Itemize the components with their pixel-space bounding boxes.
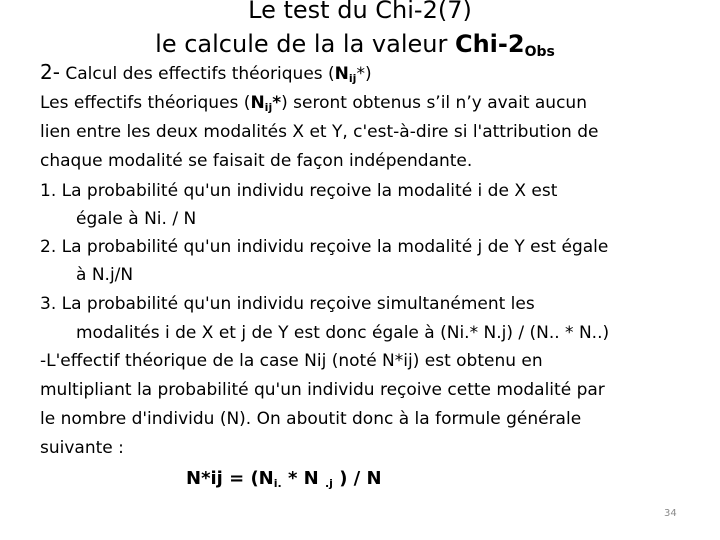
title-chi2-sub: Obs [524,44,555,60]
list-number: 3. [40,294,57,314]
conclusion-line-2: multipliant la probabilité qu'un individu reçoive cette modalité par [40,380,605,400]
formula-end: ) / N [332,468,382,489]
list-text: La probabilité qu'un individu reçoive simultanément les [61,294,535,314]
title-line2-prefix: le calcule de la la valeur [155,30,455,58]
formula-mid: * N [281,468,325,489]
page-number: 34 [664,508,677,519]
formula-lhs: N*ij = [186,468,251,489]
section-heading-n: N [334,64,349,84]
list-text: La probabilité qu'un individu reçoive la modalité j de Y est égale [61,237,609,257]
title-chi2: Chi-2 [454,30,525,58]
p1-prefix: Les effectifs théoriques ( [40,93,251,113]
list-item-2-cont: à N.j/N [76,265,134,285]
conclusion-line-3: le nombre d'individu (N). On aboutit donc à la formule générale [40,409,582,429]
p1-suffix: ) seront obtenus s’il n’y avait aucun [281,93,587,113]
section-heading [40,60,372,91]
formula [186,466,382,497]
paragraph-line-2: lien entre les deux modalités X et Y, c'est-à-dire si l'attribution de [40,122,599,142]
list-number: 1. [40,181,57,201]
list-text: La probabilité qu'un individu reçoive la modalité i de X est [61,181,558,201]
p1-bold-n: N [250,93,265,113]
list-item-1-cont: égale à Ni. / N [76,209,197,229]
conclusion-line-4: suivante : [40,438,124,458]
formula-sub-j: .j [324,477,333,490]
formula-p1: (N [250,468,274,489]
list-item-2 [40,234,608,260]
section-number: 2- [40,60,60,84]
conclusion-line-1: -L'effectif théorique de la case Nij (noté N*ij) est obtenu en [40,351,543,371]
list-number: 2. [40,237,57,257]
list-item-3 [40,291,535,317]
paragraph-line-3: chaque modalité se faisait de façon indépendante. [40,151,473,171]
p1-star: * [272,93,282,113]
section-heading-suffix: *) [356,64,372,84]
section-heading-text: Calcul des effectifs théoriques ( [59,64,335,84]
list-item-3-cont: modalités i de X et j de Y est donc égale à (Ni.* N.j) / (N.. * N..) [76,323,610,343]
paragraph-line-1 [40,90,587,121]
p1-sub: ij [264,101,273,114]
list-item-1 [40,178,557,204]
formula-sub-i: i. [273,477,282,490]
section-heading-sub: ij [348,72,357,85]
slide-title-line1: Le test du Chi-2(7) [248,0,472,24]
